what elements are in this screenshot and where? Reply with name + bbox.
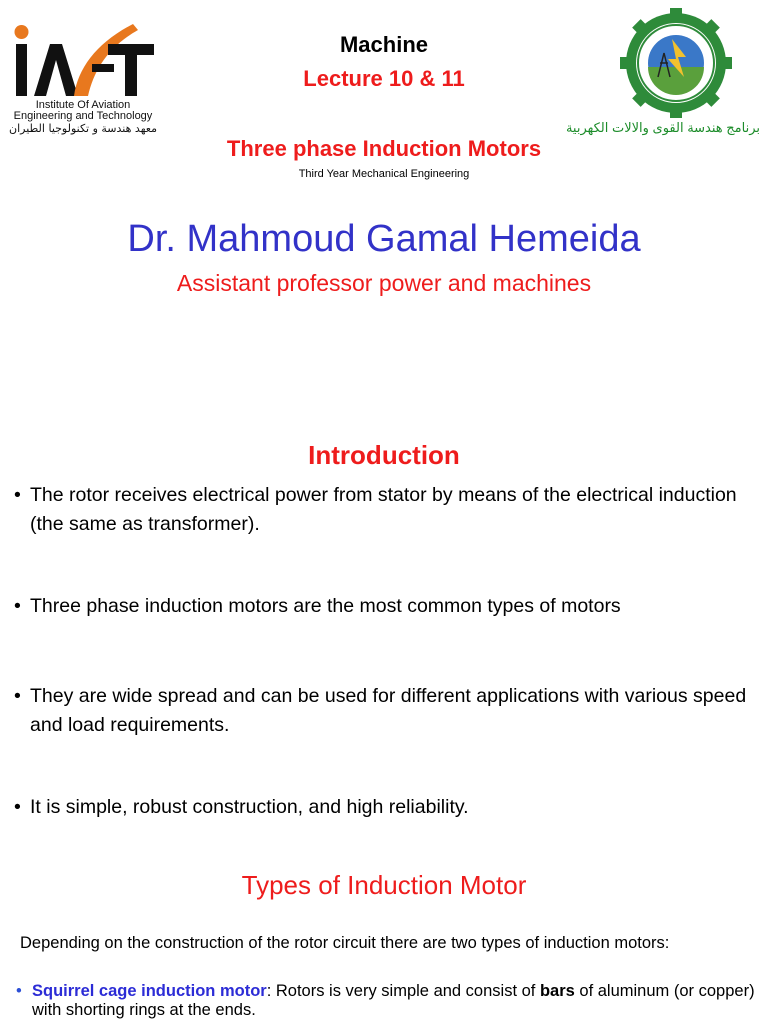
types-bullet-text-2: of aluminum (or copper) with shorting rings at the ends. (32, 982, 755, 1019)
program-name-arabic: برنامج هندسة القوى والالات الكهربية (565, 120, 760, 135)
introduction-heading: Introduction (308, 440, 460, 470)
author-title: Assistant professor power and machines (176, 270, 592, 296)
types-bullet-text-1: : Rotors is very simple and consist of (266, 982, 540, 1000)
bullet-icon: • (14, 595, 21, 617)
institute-name-arabic: معهد هندسة و تكنولوجيا الطيران (9, 122, 157, 135)
types-heading: Types of Induction Motor (241, 870, 527, 900)
types-bullet-text (16, 982, 756, 1020)
intro-bullet-text: The rotor receives electrical power from stator by means of the electrical induction (the same as transformer). (30, 484, 737, 535)
intro-bullet (14, 481, 754, 539)
intro-bullet (14, 793, 754, 822)
institute-name-line1: Institute Of Aviation (35, 99, 131, 111)
types-description: Depending on the construction of the rotor circuit there are two types of induction motors: (20, 934, 670, 952)
intro-bullet-text: It is simple, robust construction, and high reliability. (30, 796, 469, 818)
bullet-icon: • (14, 796, 21, 818)
intro-bullet-text: Three phase induction motors are the most common types of motors (30, 595, 621, 617)
gear-seal-icon (596, 8, 756, 118)
bars-term: bars (539, 982, 575, 1000)
types-bullet (16, 982, 756, 1020)
author-name: Dr. Mahmoud Gamal Hemeida (127, 218, 641, 260)
course-title: Machine (339, 32, 429, 57)
bullet-icon: • (16, 982, 22, 1000)
squirrel-cage-term: Squirrel cage induction motor (32, 982, 267, 1000)
bullet-icon: • (14, 484, 21, 506)
lecture-topic: Three phase Induction Motors (226, 136, 542, 161)
intro-bullet-text: They are wide spread and can be used for different applications with various speed and load requirements. (30, 685, 747, 736)
lecture-number: Lecture 10 & 11 (303, 66, 465, 91)
target-audience: Third Year Mechanical Engineering (298, 168, 470, 180)
intro-bullet (14, 682, 754, 740)
bullet-icon: • (14, 685, 21, 707)
institute-name-line2: Engineering and Technology (13, 110, 153, 122)
program-logo (596, 8, 756, 118)
intro-bullet (14, 592, 754, 621)
